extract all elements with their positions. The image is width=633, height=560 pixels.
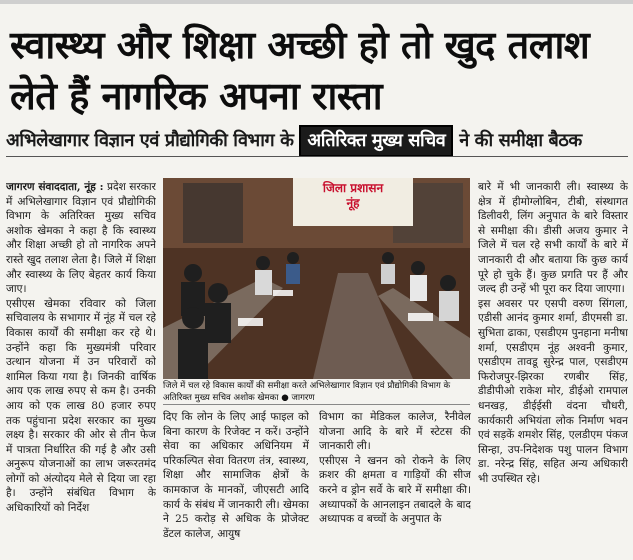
photo-banner-line-1: जिला प्रशासन: [322, 181, 384, 195]
paragraph: प्रदेश सरकार में अभिलेखागार विज्ञान एवं प्रौद्योगिकी विभाग के अतिरिक्त मुख्य सचिव अशोक खेमका ने कहा है कि स्वास्थ्य और शिक्षा अच्छी हो तो नागरिक अपने रास्ते खुद तलाश लेता है। जिले में शिक्षा और स्वास्थ्य के लिए बेहतर कार्य किया जाए।: [6, 181, 156, 296]
byline: जागरण संवाददाता, नूंह :: [6, 181, 104, 193]
paragraph: बारे में भी जानकारी ली। स्वास्थ्य के क्षेत्र में हीमोग्लोबिन, टीबी, संस्थागत डिलीवरी, लिंग अनुपात के बारे विस्तार से समीक्षा की। डीसी अजय कुमार ने जिले में चल रहे सभी कार्यों के बारे में जानकारी दी और बताया कि कुछ कार्य पूरे हो चुके हैं। कुछ प्रगति पर हैं और जल्द ही उन्हें भी पूरा कर दिया जाएगा।: [478, 181, 628, 296]
paragraph: एसीएस खेमका रविवार को जिला सचिवालय के सभागार में नूंह में चल रहे विकास कार्यों की समीक्षा कर रहे थे। उन्होंने कहा कि मुख्यमंत्री परिवार उत्थान योजना में उन परिवारों को शामिल किया गया है। जिनकी वार्षिक आय एक लाख रुपए से कम है। उनकी आय को एक लाख 80 हजार रुपए तक पहुंचाना प्रदेश सरकार का मुख्य लक्ष्य है। सरकार की ओर से तीन फेज में पात्रता निर्धारित की गई है और उसी अनुरूप योजनाओं का लाभ जरूरतमंद लोगों को अंत्योदय मेले से दिया जा रहा है। उन्होंने संबंधित विभाग के अधिकारियों को निर्देश: [6, 297, 156, 515]
photo-banner: [303, 181, 403, 211]
paragraph: एसीएस ने खनन को रोकने के लिए क्रशर की क्षमता व गाड़ियों की सीज करने व ड्रोन सर्वे के बारे में समीक्षा की। अध्यापकों के आनलाइन तबादले के बाद अध्यापक व बच्चों के अनुपात के: [319, 454, 471, 526]
paragraph: विभाग का मेडिकल कालेज, रैनीवेल योजना आदि के बारे में स्टेटस की जानकारी ली।: [319, 411, 471, 453]
photo-caption: जिले में चल रहे विकास कार्यों की समीक्षा करते अभिलेखागार विज्ञान एवं प्रौद्योगिकी विभाग के अतिरिक्त मुख्य सचिव अशोक खेमका ● जागरण: [163, 380, 470, 405]
subhead-highlight: अतिरिक्त मुख्य सचिव: [299, 125, 453, 157]
headline: स्वास्थ्य और शिक्षा अच्छी हो तो खुद तलाश लेते हैं नागरिक अपना रास्ता: [10, 23, 590, 118]
page-top-border: [0, 0, 633, 4]
subhead-text-end: ने की समीक्षा बैठक: [459, 130, 582, 151]
article-column-4: [478, 180, 628, 560]
subheadline: [6, 125, 628, 153]
meeting-photo: [163, 178, 470, 379]
paragraph: इस अवसर पर एसपी वरुण सिंगला, एडीसी आनंद कुमार शर्मा, डीएमसी डा. सुभिता ढाका, एसडीएम पुनहाना मनीषा शर्मा, एसडीएम नूंह अश्वनी कुमार, एसडीएम तावडू सुरेन्द्र पाल, एसडीएम फिरोजपुर-झिरका रणबीर सिंह, डीडीपीओ राकेश मोर, डीईओ रामपाल धनखड़, डीईईसी वंदना चौधरी, कार्यकारी अभियंता लोक निर्माण भवन एवं सड़कें शमशेर सिंह, एलडीएम पंकज सिन्हा, उप-निदेशक पशु पालन विभाग डा. नरेन्द्र सिंह, सहित अन्य अधिकारी भी उपस्थित रहे।: [478, 297, 628, 485]
article-column-3: [319, 410, 471, 560]
article-column-2: [163, 410, 309, 560]
divider: [6, 156, 628, 157]
article-column-1: [6, 180, 156, 560]
photo-banner-line-2: नूंह: [346, 196, 360, 210]
paragraph: दिए कि लोन के लिए आई फाइल को बिना कारण के रिजेक्ट न करें। उन्होंने सेवा का अधिकार अधिनियम में परिकल्पित सेवा वितरण तंत्र, स्वास्थ्य, शिक्षा और सामाजिक क्षेत्रों के कामकाज के मानकों, जीएसटी आदि कार्य के संबंध में जानकारी ली। खेमका ने 25 करोड़ से अधिक के प्रोजेक्ट डेंटल कालेज, आयुष: [163, 411, 309, 540]
subhead-text: अभिलेखागार विज्ञान एवं प्रौद्योगिकी विभाग के: [6, 130, 294, 151]
